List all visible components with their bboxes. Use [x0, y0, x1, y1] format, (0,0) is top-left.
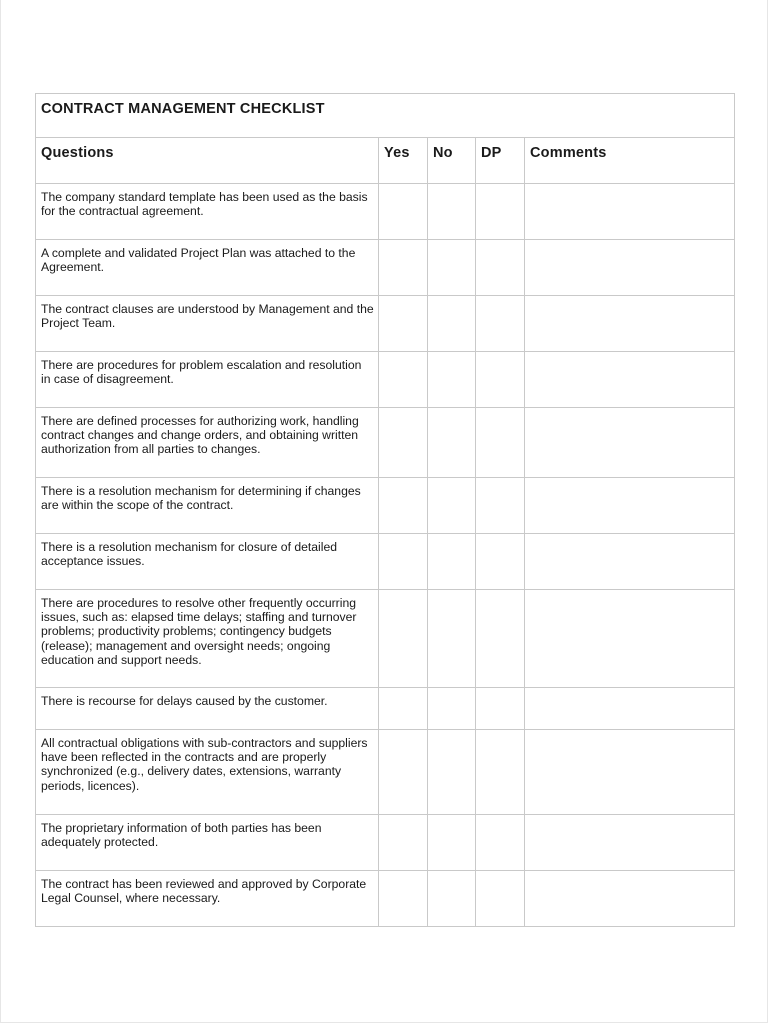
- table-row: [36, 352, 735, 408]
- no-cell[interactable]: [428, 871, 476, 927]
- dp-cell[interactable]: [476, 296, 525, 352]
- no-header: No: [428, 138, 476, 184]
- no-cell[interactable]: [428, 815, 476, 871]
- yes-cell[interactable]: [379, 534, 428, 590]
- yes-cell[interactable]: [379, 296, 428, 352]
- dp-cell[interactable]: [476, 815, 525, 871]
- no-cell[interactable]: [428, 296, 476, 352]
- comment-cell[interactable]: [525, 478, 735, 534]
- yes-cell[interactable]: [379, 240, 428, 296]
- dp-cell[interactable]: [476, 184, 525, 240]
- yes-cell[interactable]: [379, 478, 428, 534]
- yes-header: Yes: [379, 138, 428, 184]
- yes-cell[interactable]: [379, 408, 428, 478]
- table-row: [36, 534, 735, 590]
- dp-cell[interactable]: [476, 730, 525, 815]
- table-row: [36, 815, 735, 871]
- comment-cell[interactable]: [525, 240, 735, 296]
- yes-cell[interactable]: [379, 815, 428, 871]
- yes-cell[interactable]: [379, 590, 428, 688]
- no-cell[interactable]: [428, 240, 476, 296]
- yes-cell[interactable]: [379, 688, 428, 730]
- dp-cell[interactable]: [476, 408, 525, 478]
- yes-cell[interactable]: [379, 730, 428, 815]
- table-row: [36, 688, 735, 730]
- table-row: [36, 296, 735, 352]
- no-cell[interactable]: [428, 534, 476, 590]
- comment-cell[interactable]: [525, 184, 735, 240]
- no-cell[interactable]: [428, 478, 476, 534]
- comment-cell[interactable]: [525, 408, 735, 478]
- dp-cell[interactable]: [476, 688, 525, 730]
- dp-cell[interactable]: [476, 240, 525, 296]
- dp-cell[interactable]: [476, 534, 525, 590]
- checklist-title: CONTRACT MANAGEMENT CHECKLIST: [36, 94, 735, 138]
- question-text: All contractual obligations with sub-contractors and suppliers have been reflected in the contracts and are properly synchronized (e.g., delivery dates, extensions, warranty periods, licences).: [36, 730, 379, 815]
- comment-cell[interactable]: [525, 296, 735, 352]
- header-row: [36, 138, 735, 184]
- yes-cell[interactable]: [379, 184, 428, 240]
- title-row: [36, 94, 735, 138]
- comment-cell[interactable]: [525, 815, 735, 871]
- comment-cell[interactable]: [525, 534, 735, 590]
- question-text: The company standard template has been used as the basis for the contractual agreement.: [36, 184, 379, 240]
- question-text: The contract has been reviewed and approved by Corporate Legal Counsel, where necessary.: [36, 871, 379, 927]
- no-cell[interactable]: [428, 184, 476, 240]
- question-text: A complete and validated Project Plan was attached to the Agreement.: [36, 240, 379, 296]
- question-text: The proprietary information of both parties has been adequately protected.: [36, 815, 379, 871]
- question-text: There are procedures for problem escalation and resolution in case of disagreement.: [36, 352, 379, 408]
- question-text: There is a resolution mechanism for determining if changes are within the scope of the contract.: [36, 478, 379, 534]
- dp-cell[interactable]: [476, 478, 525, 534]
- comment-cell[interactable]: [525, 730, 735, 815]
- comment-cell[interactable]: [525, 590, 735, 688]
- contract-checklist-table: [35, 93, 735, 927]
- question-text: There is recourse for delays caused by the customer.: [36, 688, 379, 730]
- no-cell[interactable]: [428, 590, 476, 688]
- table-row: [36, 871, 735, 927]
- table-row: [36, 184, 735, 240]
- dp-cell[interactable]: [476, 352, 525, 408]
- yes-cell[interactable]: [379, 352, 428, 408]
- question-text: There are defined processes for authorizing work, handling contract changes and change orders, and obtaining written authorization from all parties to changes.: [36, 408, 379, 478]
- table-row: [36, 478, 735, 534]
- question-text: The contract clauses are understood by Management and the Project Team.: [36, 296, 379, 352]
- comment-cell[interactable]: [525, 688, 735, 730]
- dp-cell[interactable]: [476, 871, 525, 927]
- dp-header: DP: [476, 138, 525, 184]
- comment-cell[interactable]: [525, 871, 735, 927]
- table-row: [36, 590, 735, 688]
- table-row: [36, 408, 735, 478]
- no-cell[interactable]: [428, 408, 476, 478]
- table-row: [36, 730, 735, 815]
- questions-header: Questions: [36, 138, 379, 184]
- yes-cell[interactable]: [379, 871, 428, 927]
- no-cell[interactable]: [428, 688, 476, 730]
- question-text: There is a resolution mechanism for closure of detailed acceptance issues.: [36, 534, 379, 590]
- dp-cell[interactable]: [476, 590, 525, 688]
- comments-header: Comments: [525, 138, 735, 184]
- no-cell[interactable]: [428, 730, 476, 815]
- question-text: There are procedures to resolve other frequently occurring issues, such as: elapsed time delays; staffing and turnover problems; productivity problems; contingency budgets (release); management and oversight needs; ongoing education and support needs.: [36, 590, 379, 688]
- comment-cell[interactable]: [525, 352, 735, 408]
- no-cell[interactable]: [428, 352, 476, 408]
- table-row: [36, 240, 735, 296]
